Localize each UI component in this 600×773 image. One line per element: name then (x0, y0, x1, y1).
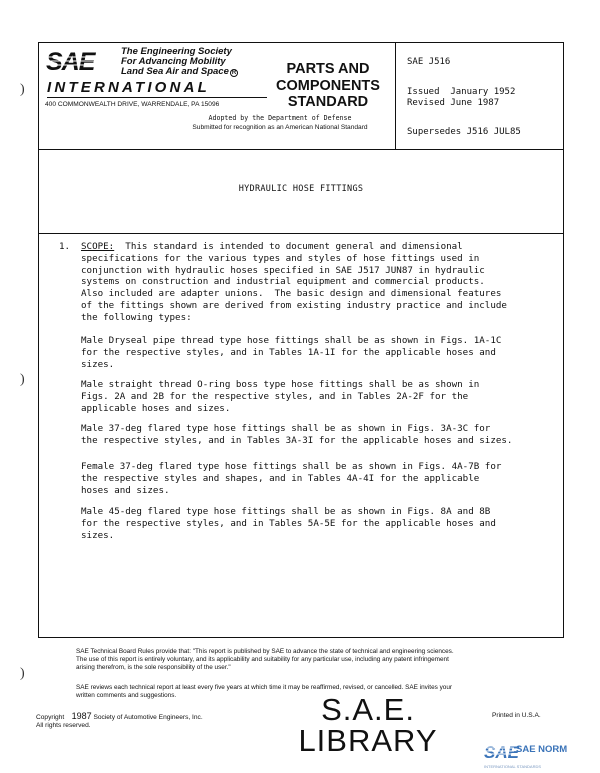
standard-type-line: PARTS AND (286, 61, 370, 77)
document-title: HYDRAULIC HOSE FITTINGS (238, 184, 364, 194)
scope-line: conjunction with hydraulic hoses specified in SAE J517 JUN87 in hydraulic (81, 264, 485, 276)
binding-hole-mark: ) (20, 82, 25, 97)
tagline-line: For Advancing Mobility (121, 56, 226, 67)
adoption-note (187, 114, 373, 132)
scope-line: the following types: (81, 311, 192, 323)
scope-paragraph (81, 241, 557, 324)
header-column-divider (395, 43, 396, 149)
fitting-type-paragraph: Male 45-deg flared type hose fittings shall be as shown in Figs. 8A and 8B for the respective styles, and in Tables 5A-5E for the applicable hoses and sizes. (81, 506, 496, 541)
sae-logo-icon (45, 49, 111, 75)
fitting-type-paragraph: Male Dryseal pipe thread type hose fittings shall be as shown in Figs. 1A-1C for the respective styles, and in Tables 1A-1I for the applicable hoses and sizes. (81, 335, 502, 370)
adopted-line: Adopted by the Department of Defense (208, 114, 352, 122)
binding-hole-mark: ) (20, 372, 25, 387)
registered-mark: R (231, 70, 237, 76)
international-wordmark: INTERNATIONAL (47, 79, 210, 96)
document-frame (38, 42, 564, 638)
copyright-holder: Society of Automotive Engineers, Inc. (93, 714, 203, 721)
copyright-label: Copyright (36, 714, 65, 721)
tagline-line: The Engineering Society (121, 46, 232, 57)
fitting-type-paragraph: Male 37-deg flared type hose fittings shall be as shown in Figs. 3A-3C for the respective styles, and in Tables 3A-3I for the applicable hoses and sizes. (81, 423, 513, 446)
scope-heading: SCOPE: (81, 241, 115, 252)
standard-type (265, 61, 391, 111)
svg-text:SAE: SAE (46, 48, 95, 76)
scope-line: This standard is intended to document general and dimensional (125, 241, 463, 252)
rights-reserved: All rights reserved. (36, 722, 91, 729)
watermark-text: SAE NORM (516, 744, 568, 755)
scope-line: specifications for the various types and styles of hose fittings used in (81, 252, 480, 264)
submitted-line: Submitted for recognition as an American National Standard (192, 124, 368, 131)
issue-dates (407, 87, 515, 109)
sae-norm-watermark (484, 740, 568, 769)
fitting-type-paragraph: Male straight thread O-ring boss type hose fittings shall be as shown in Figs. 2A and 2B for the respective styles, and in Tables 2A-2F for the applicable hoses and sizes. (81, 379, 480, 414)
review-note: SAE reviews each technical report at least every five years at which time it may be reaffirmed, revised, or cancelled. SAE invites your written comments and suggestions. (76, 684, 453, 699)
tagline-line: Land Sea Air and Space R (121, 66, 237, 77)
svg-text:SAE: SAE (484, 743, 519, 762)
scope-line: of the fittings shown are derived from existing industry practice and include (81, 299, 507, 311)
section-number: 1. (59, 241, 71, 252)
watermark-logo-icon (484, 740, 519, 762)
printed-in: Printed in U.S.A. (492, 712, 541, 719)
board-rules-note: SAE Technical Board Rules provide that: "This report is published by SAE to advance the state of technical and engineering sciences. The use of this report is entirely voluntary, and its applicability and suitability for any particular use, including any patent infringement arising therefrom, is the sole responsibility of the user." (76, 648, 454, 671)
address: 400 COMMONWEALTH DRIVE, WARRENDALE, PA 15096 (45, 101, 220, 108)
revised-date: Revised June 1987 (407, 98, 500, 108)
copyright-year: 1987 (71, 711, 92, 721)
society-tagline (121, 47, 238, 78)
scope-line: systems on construction and industrial equipment and commercial products. (81, 276, 485, 288)
copyright (36, 712, 203, 730)
wordmark-rule (47, 97, 267, 98)
standard-number: SAE J516 (407, 57, 451, 67)
stamp-line: LIBRARY (298, 723, 438, 758)
standard-type-line: STANDARD (287, 94, 369, 110)
fitting-type-paragraph: Female 37-deg flared type hose fittings shall be as shown in Figs. 4A-7B for the respective styles and shapes, and in Tables 4A-4I for the applicable hoses and sizes. (81, 461, 502, 496)
issued-date: Issued January 1952 (407, 87, 516, 97)
binding-hole-mark: ) (20, 666, 25, 681)
library-stamp (298, 694, 438, 756)
watermark-subtext: INTERNATIONAL STANDARDS (484, 764, 542, 769)
stamp-line: S.A.E. (321, 692, 415, 727)
title-divider (39, 233, 563, 234)
supersedes: Supersedes J516 JUL85 (407, 127, 521, 137)
standard-type-line: COMPONENTS (276, 77, 380, 94)
header-divider (39, 149, 563, 150)
scope-line: Also included are adapter unions. The basic design and dimensional features (81, 288, 502, 300)
